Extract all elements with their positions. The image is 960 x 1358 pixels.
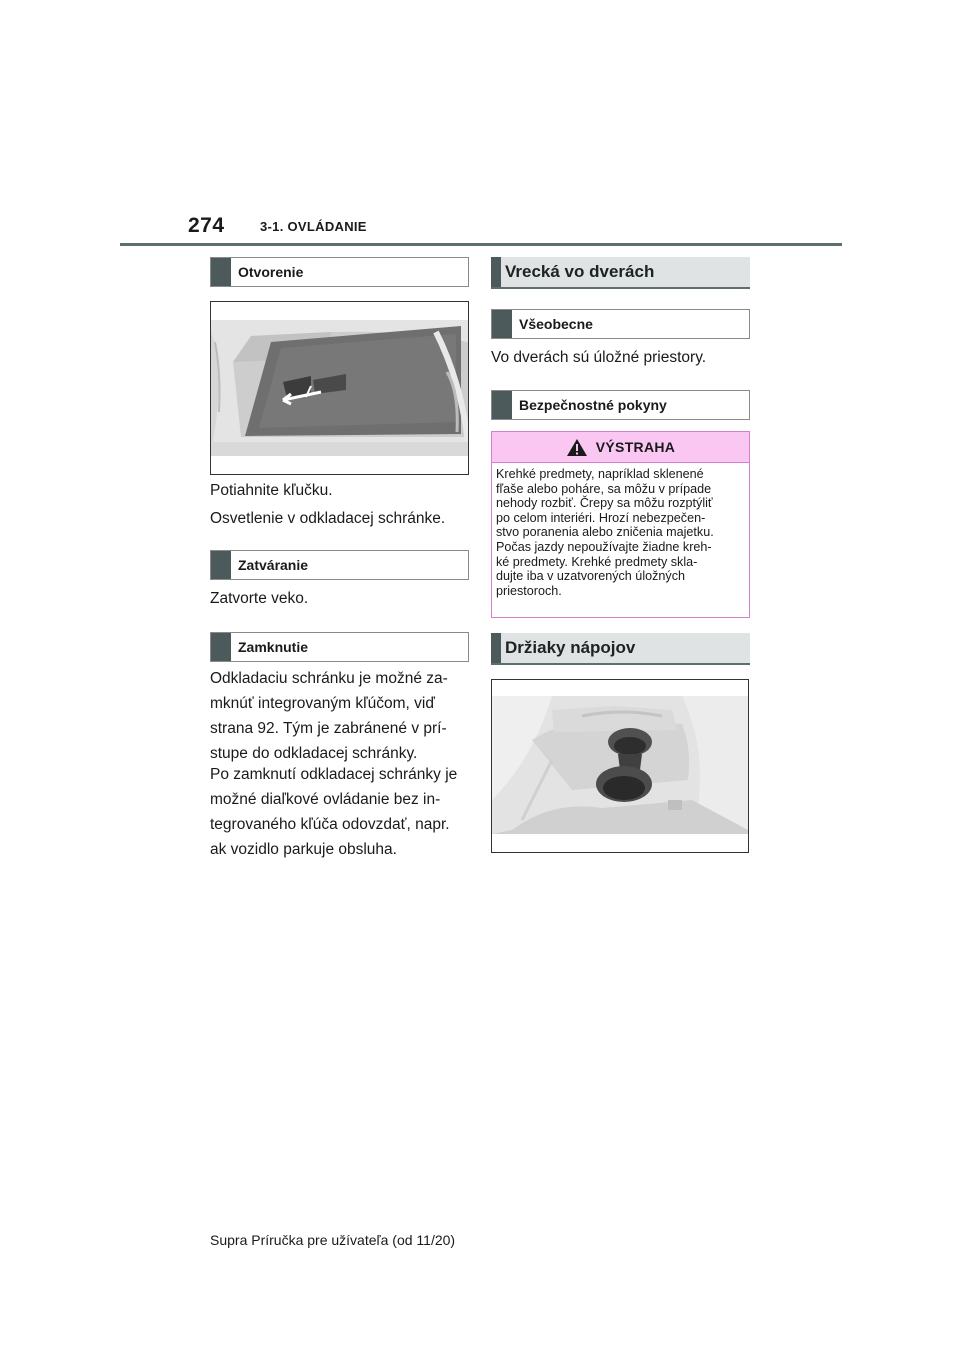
section-title: Vrecká vo dverách bbox=[505, 262, 655, 281]
header-rule bbox=[120, 243, 842, 246]
text-line: Odkladaciu schránku je možné za- bbox=[210, 670, 448, 687]
heading-label: Otvorenie bbox=[238, 264, 304, 280]
text-line: ak vozidlo parkuje obsluha. bbox=[210, 841, 397, 858]
zamknutie-paragraph-1 bbox=[210, 666, 448, 766]
section-tab bbox=[491, 257, 501, 287]
zatvaranie-text: Zatvorte veko. bbox=[210, 590, 309, 607]
warning-line: stvo poranenia alebo zničenia majetku. bbox=[496, 525, 714, 540]
otvorenie-text-2: Osvetlenie v odkladacej schránke. bbox=[210, 510, 446, 527]
text-line: Po zamknutí odkladacej schránky je bbox=[210, 766, 458, 783]
heading-label: Bezpečnostné pokyny bbox=[519, 397, 667, 413]
warning-title: VÝSTRAHA bbox=[595, 439, 676, 455]
section-vrecka-vo-dverach bbox=[491, 257, 750, 289]
heading-label: Zamknutie bbox=[238, 639, 309, 655]
warning-header bbox=[492, 432, 749, 463]
heading-label: Zatváranie bbox=[238, 557, 309, 573]
glovebox-illustration bbox=[211, 302, 468, 474]
heading-vseobecne bbox=[491, 309, 750, 339]
warning-line: dujte iba v uzatvorených úložných bbox=[496, 569, 686, 584]
footer-text: Supra Príručka pre užívateľa (od 11/20) bbox=[210, 1232, 456, 1248]
cupholder-figure bbox=[491, 679, 749, 853]
glovebox-figure bbox=[210, 301, 469, 475]
zamknutie-paragraph-2 bbox=[210, 762, 457, 862]
heading-tab bbox=[492, 310, 512, 338]
heading-zatvaranie bbox=[210, 550, 469, 580]
section-tab bbox=[491, 633, 501, 663]
heading-zamknutie bbox=[210, 632, 469, 662]
section-drziaky-napojov bbox=[491, 633, 750, 665]
page-number: 274 bbox=[188, 214, 225, 237]
heading-tab bbox=[492, 391, 512, 419]
warning-text bbox=[492, 463, 749, 598]
heading-otvorenie bbox=[210, 257, 469, 287]
warning-line: ké predmety. Krehké predmety skla- bbox=[496, 554, 698, 569]
heading-tab bbox=[211, 633, 231, 661]
warning-line: Krehké predmety, napríklad sklenené bbox=[496, 467, 704, 481]
warning-line: fľaše alebo poháre, sa môžu v prípade bbox=[496, 481, 712, 496]
otvorenie-text-1: Potiahnite kľučku. bbox=[210, 482, 333, 499]
section-title: Držiaky nápojov bbox=[505, 638, 636, 657]
text-line: možné diaľkové ovládanie bez in- bbox=[210, 791, 441, 808]
warning-line: po celom interiéri. Hrozí nebezpečen- bbox=[496, 510, 706, 525]
heading-tab bbox=[211, 258, 231, 286]
heading-tab bbox=[211, 551, 231, 579]
warning-line: nehody rozbiť. Črepy sa môžu rozptýliť bbox=[496, 496, 713, 511]
heading-bezpecnostne-pokyny bbox=[491, 390, 750, 420]
text-line: mknúť integrovaným kľúčom, viď bbox=[210, 695, 435, 712]
warning-line: Počas jazdy nepoužívajte žiadne kreh- bbox=[496, 539, 712, 554]
text-line: tegrovaného kľúča odovzdať, napr. bbox=[210, 816, 450, 833]
heading-label: Všeobecne bbox=[519, 316, 593, 332]
vseobecne-text: Vo dverách sú úložné priestory. bbox=[491, 349, 707, 366]
warning-triangle-icon bbox=[566, 438, 588, 457]
warning-box bbox=[491, 431, 750, 618]
text-line: strana 92. Tým je zabránené v prí- bbox=[210, 720, 447, 737]
cupholder-illustration bbox=[492, 680, 748, 852]
text-line: stupe do odkladacej schránky. bbox=[210, 745, 418, 762]
chapter-title: 3-1. OVLÁDANIE bbox=[260, 219, 367, 234]
warning-line: priestoroch. bbox=[496, 583, 562, 598]
